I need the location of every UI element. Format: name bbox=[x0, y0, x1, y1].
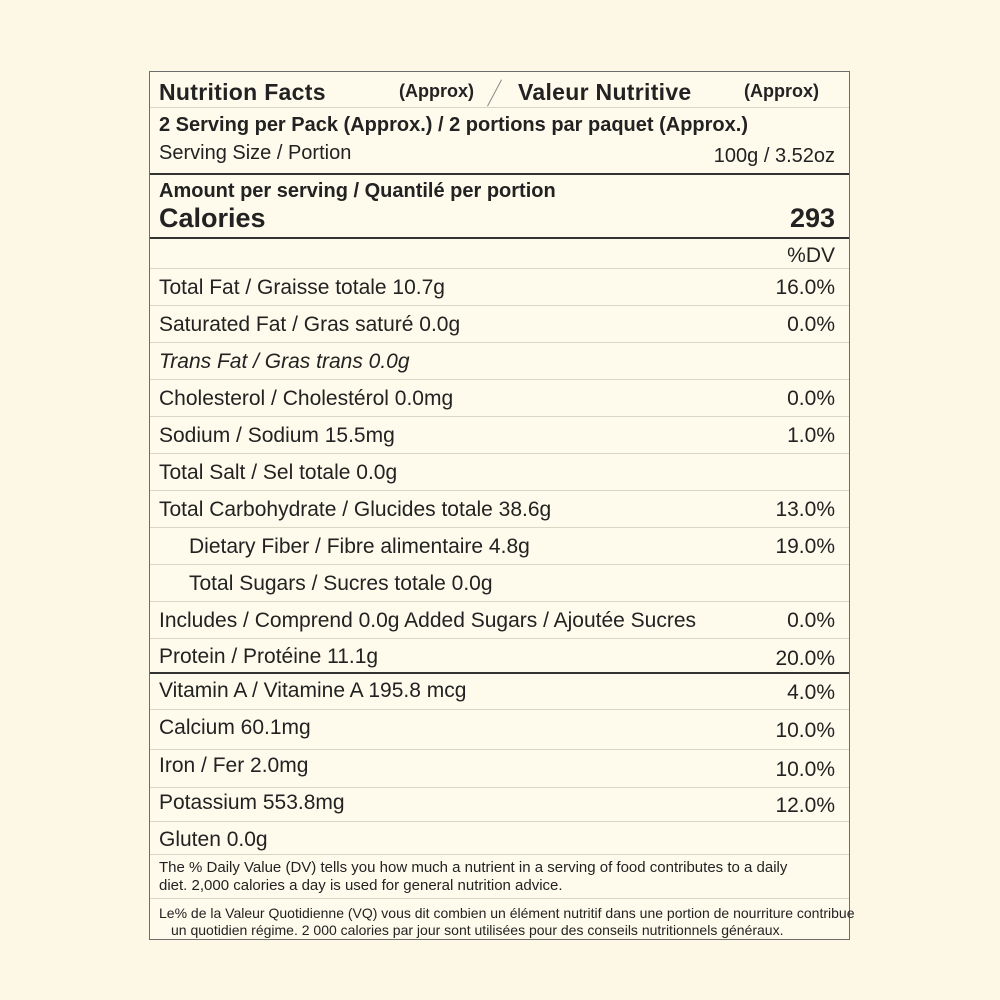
nutrient-label: Trans Fat / Gras trans 0.0g bbox=[159, 350, 410, 373]
serving-size-label: Serving Size / Portion bbox=[159, 142, 352, 164]
separator-thick bbox=[150, 173, 849, 175]
footnote-line: The % Daily Value (DV) tells you how much a nutrient in a serving of food contributes to a daily bbox=[159, 859, 788, 876]
vitamin-dv: 10.0% bbox=[775, 719, 835, 742]
nutrient-row-total-carbohydrate bbox=[150, 491, 849, 528]
nutrient-label: Includes / Comprend 0.0g Added Sugars / Ajoutée Sucres bbox=[159, 609, 697, 632]
vitamin-label: Iron / Fer 2.0mg bbox=[159, 754, 309, 777]
serving-size-value: 100g / 3.52oz bbox=[713, 145, 835, 167]
separator bbox=[150, 854, 849, 855]
nutrient-dv: 0.0% bbox=[787, 387, 835, 410]
nutrient-label: Total Carbohydrate / Glucides totale 38.6g bbox=[159, 498, 552, 521]
nutrient-label: Dietary Fiber / Fibre alimentaire 4.8g bbox=[189, 535, 530, 558]
nutrient-dv: 16.0% bbox=[775, 276, 835, 299]
vitamin-label: Calcium 60.1mg bbox=[159, 716, 311, 739]
footnote-line: un quotidien régime. 2 000 calories par jour sont utilisées pour des conseils nutritionnels généraux. bbox=[171, 922, 784, 938]
nutrient-row-total-sugars bbox=[150, 565, 849, 602]
vitamin-label: Potassium 553.8mg bbox=[159, 791, 345, 814]
nutrient-label: Total Sugars / Sucres totale 0.0g bbox=[189, 572, 493, 595]
nutrient-dv: 19.0% bbox=[775, 535, 835, 558]
approx-label-1: (Approx) bbox=[399, 81, 474, 101]
calories-label: Calories bbox=[159, 203, 266, 233]
nutrient-label: Sodium / Sodium 15.5mg bbox=[159, 424, 395, 447]
title-slash-divider bbox=[487, 80, 502, 107]
separator-thick bbox=[150, 237, 849, 239]
vitamin-dv: 12.0% bbox=[775, 794, 835, 817]
nutrient-row-trans-fat bbox=[150, 343, 849, 380]
vitamin-row-vitamin-a bbox=[150, 674, 849, 710]
footnote-english bbox=[159, 859, 787, 895]
footnote-line: Le% de la Valeur Quotidienne (VQ) vous dit combien un élément nutritif dans une portion de nourriture contribue bbox=[159, 905, 855, 921]
nutrient-row-total-fat bbox=[150, 269, 849, 306]
nutrient-row-protein bbox=[150, 639, 849, 673]
dv-header: %DV bbox=[787, 244, 835, 267]
footnote-line: diet. 2,000 calories a day is used for general nutrition advice. bbox=[159, 877, 563, 894]
amount-per-serving-label: Amount per serving / Quantilé per portion bbox=[159, 180, 556, 202]
title-english: Nutrition Facts bbox=[159, 79, 326, 105]
servings-per-pack: 2 Serving per Pack (Approx.) / 2 portions par paquet (Approx.) bbox=[159, 114, 748, 136]
vitamin-label: Vitamin A / Vitamine A 195.8 mcg bbox=[159, 679, 467, 702]
title-french: Valeur Nutritive bbox=[518, 79, 692, 105]
vitamin-dv: 4.0% bbox=[787, 681, 835, 704]
vitamin-label: Gluten 0.0g bbox=[159, 828, 268, 851]
nutrient-dv: 0.0% bbox=[787, 313, 835, 336]
approx-label-2: (Approx) bbox=[744, 81, 819, 101]
nutrient-label: Total Salt / Sel totale 0.0g bbox=[159, 461, 398, 484]
nutrient-dv: 1.0% bbox=[787, 424, 835, 447]
separator bbox=[150, 107, 849, 108]
nutrient-row-sodium bbox=[150, 417, 849, 454]
nutrient-dv: 20.0% bbox=[775, 647, 835, 670]
nutrient-row-cholesterol bbox=[150, 380, 849, 417]
nutrition-facts-label bbox=[149, 71, 855, 940]
footnote-french bbox=[159, 905, 854, 939]
nutrient-row-saturated-fat bbox=[150, 306, 849, 343]
nutrient-row-added-sugars bbox=[150, 602, 849, 639]
nutrient-label: Total Fat / Graisse totale 10.7g bbox=[159, 276, 445, 299]
nutrient-label: Protein / Protéine 11.1g bbox=[159, 645, 379, 668]
vitamin-dv: 10.0% bbox=[775, 758, 835, 781]
vitamin-row-gluten bbox=[150, 822, 849, 855]
nutrient-row-dietary-fiber bbox=[150, 528, 849, 565]
vitamin-row-calcium bbox=[150, 710, 849, 750]
vitamin-row-potassium bbox=[150, 788, 849, 822]
calories-value: 293 bbox=[789, 203, 835, 233]
nutrient-dv: 13.0% bbox=[775, 498, 835, 521]
nutrient-dv: 0.0% bbox=[787, 609, 835, 632]
nutrient-label: Cholesterol / Cholestérol 0.0mg bbox=[159, 387, 454, 410]
nutrient-label: Saturated Fat / Gras saturé 0.0g bbox=[159, 313, 461, 336]
separator bbox=[150, 898, 849, 899]
vitamin-row-iron bbox=[150, 750, 849, 788]
nutrient-row-total-salt bbox=[150, 454, 849, 491]
